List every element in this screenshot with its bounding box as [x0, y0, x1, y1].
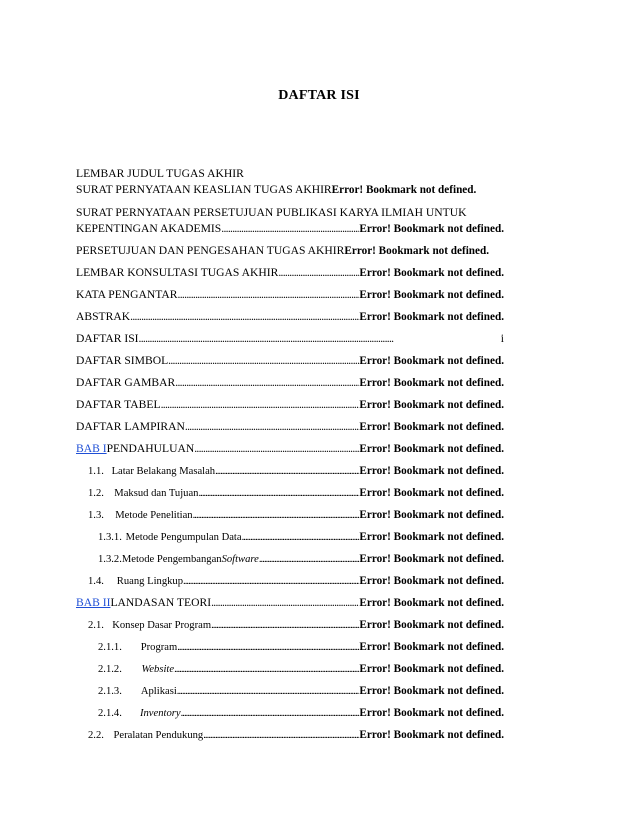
toc-entry-surat-persetujuan-line2[interactable]: KEPENTINGAN AKADEMIS . . . Error! Bookmark not defined. [76, 221, 504, 237]
error-bookmark-text: Error! Bookmark not defined. [359, 311, 504, 323]
toc-entry-1-3[interactable]: 1.3. Metode Penelitian . . . Error! Bookmark not defined. [88, 507, 504, 523]
error-bookmark-text: Error! Bookmark not defined. [359, 663, 504, 675]
leader-dots [193, 508, 360, 524]
error-bookmark-text: Error! Bookmark not defined. [359, 509, 504, 521]
error-bookmark-text: Error! Bookmark not defined. [359, 729, 504, 741]
error-bookmark-text: Error! Bookmark not defined. [359, 597, 504, 609]
toc-entry-2-2[interactable]: 2.2. Peralatan Pendukung . . . Error! Bookmark not defined. [88, 727, 504, 743]
bab-1-link[interactable]: BAB I [76, 442, 107, 455]
error-bookmark-text: Error! Bookmark not defined. [359, 399, 504, 411]
toc-entry-daftar-isi[interactable]: DAFTAR ISI . . . i [76, 331, 504, 347]
error-bookmark-text: Error! Bookmark not defined. [359, 355, 504, 367]
toc-entry-surat-persetujuan-line1[interactable]: SURAT PERNYATAAN PERSETUJUAN PUBLIKASI KARYA ILMIAH UNTUK [76, 206, 467, 219]
leader-dots [211, 618, 359, 634]
error-bookmark-text: Error! Bookmark not defined. [359, 421, 504, 433]
leader-dots [168, 353, 359, 369]
leader-dots [139, 331, 501, 347]
leader-dots [183, 574, 359, 590]
error-bookmark-text: Error! Bookmark not defined. [359, 289, 504, 301]
leader-dots [194, 441, 359, 457]
error-bookmark-text: Error! Bookmark not defined. [344, 245, 490, 257]
toc-entry-1-3-2[interactable]: 1.3.2. Metode Pengembangan Software . . . Error! Bookmark not defined. [98, 551, 504, 567]
error-bookmark-text: Error! Bookmark not defined. [359, 641, 504, 653]
toc-entry-daftar-lampiran[interactable]: DAFTAR LAMPIRAN . . . Error! Bookmark not defined. [76, 419, 504, 435]
leader-dots [185, 419, 359, 435]
toc-entry-2-1-2[interactable]: 2.1.2. Website . . . Error! Bookmark not defined. [98, 661, 504, 677]
leader-dots [215, 464, 359, 480]
page-title: DAFTAR ISI [278, 88, 360, 103]
leader-dots [211, 595, 359, 611]
leader-dots [175, 375, 359, 391]
error-bookmark-text: Error! Bookmark not defined. [359, 707, 504, 719]
toc-entry-lembar-konsultasi[interactable]: LEMBAR KONSULTASI TUGAS AKHIR . . . Error! Bookmark not defined. [76, 265, 504, 281]
toc-entry-bab-1[interactable]: BAB I PENDAHULUAN . . . Error! Bookmark not defined. [76, 441, 504, 457]
toc-entry-1-2[interactable]: 1.2. Maksud dan Tujuan . . . Error! Bookmark not defined. [88, 485, 504, 501]
leader-dots [130, 309, 359, 325]
leader-dots [161, 397, 360, 413]
toc-entry-bab-2[interactable]: BAB II LANDASAN TEORI . . . Error! Bookmark not defined. [76, 595, 504, 611]
toc-entry-2-1-3[interactable]: 2.1.3. Aplikasi . . . Error! Bookmark not defined. [98, 683, 504, 699]
error-bookmark-text: Error! Bookmark not defined. [359, 377, 504, 389]
error-bookmark-text: Error! Bookmark not defined. [359, 487, 504, 499]
toc-entry-1-3-1[interactable]: 1.3.1. Metode Pengumpulan Data . . . Error! Bookmark not defined. [98, 529, 504, 545]
leader-dots [221, 221, 359, 237]
leader-dots [177, 640, 359, 656]
toc-entry-daftar-tabel[interactable]: DAFTAR TABEL . . . Error! Bookmark not defined. [76, 397, 504, 413]
page-number: i [500, 332, 504, 345]
error-bookmark-text: Error! Bookmark not defined. [359, 223, 504, 235]
toc-entry-2-1-1[interactable]: 2.1.1. Program . . . Error! Bookmark not defined. [98, 639, 504, 655]
leader-dots [174, 662, 359, 678]
toc-entry-2-1-4[interactable]: 2.1.4. Inventory . . . Error! Bookmark not defined. [98, 705, 504, 721]
toc-entry-daftar-gambar[interactable]: DAFTAR GAMBAR . . . Error! Bookmark not defined. [76, 375, 504, 391]
leader-dots [259, 552, 360, 568]
toc-entry-1-1[interactable]: 1.1. Latar Belakang Masalah . . . Error! Bookmark not defined. [88, 463, 504, 479]
toc-entry-surat-keaslian[interactable]: SURAT PERNYATAAN KEASLIAN TUGAS AKHIR Error! Bookmark not defined. [76, 183, 477, 196]
error-bookmark-text: Error! Bookmark not defined. [331, 184, 477, 196]
leader-dots [177, 684, 360, 700]
leader-dots [242, 530, 360, 546]
error-bookmark-text: Error! Bookmark not defined. [359, 685, 504, 697]
error-bookmark-text: Error! Bookmark not defined. [359, 267, 504, 279]
error-bookmark-text: Error! Bookmark not defined. [359, 619, 504, 631]
error-bookmark-text: Error! Bookmark not defined. [359, 553, 504, 565]
leader-dots [181, 706, 360, 722]
error-bookmark-text: Error! Bookmark not defined. [359, 443, 504, 455]
error-bookmark-text: Error! Bookmark not defined. [359, 575, 504, 587]
toc-entry-abstrak[interactable]: ABSTRAK . . . Error! Bookmark not defined. [76, 309, 504, 325]
toc-entry-1-4[interactable]: 1.4. Ruang Lingkup . . . Error! Bookmark not defined. [88, 573, 504, 589]
leader-dots [278, 265, 359, 281]
toc-entry-lembar-judul[interactable]: LEMBAR JUDUL TUGAS AKHIR [76, 167, 244, 180]
bab-2-link[interactable]: BAB II [76, 596, 111, 609]
leader-dots [198, 486, 359, 502]
error-bookmark-text: Error! Bookmark not defined. [359, 531, 504, 543]
toc-entry-daftar-simbol[interactable]: DAFTAR SIMBOL . . . Error! Bookmark not defined. [76, 353, 504, 369]
toc-entry-kata-pengantar[interactable]: KATA PENGANTAR . . . Error! Bookmark not defined. [76, 287, 504, 303]
leader-dots [178, 287, 360, 303]
toc-entry-persetujuan[interactable]: PERSETUJUAN DAN PENGESAHAN TUGAS AKHIR Error! Bookmark not defined. [76, 244, 490, 257]
error-bookmark-text: Error! Bookmark not defined. [359, 465, 504, 477]
toc-entry-2-1[interactable]: 2.1. Konsep Dasar Program . . . Error! Bookmark not defined. [88, 617, 504, 633]
leader-dots [203, 728, 359, 744]
